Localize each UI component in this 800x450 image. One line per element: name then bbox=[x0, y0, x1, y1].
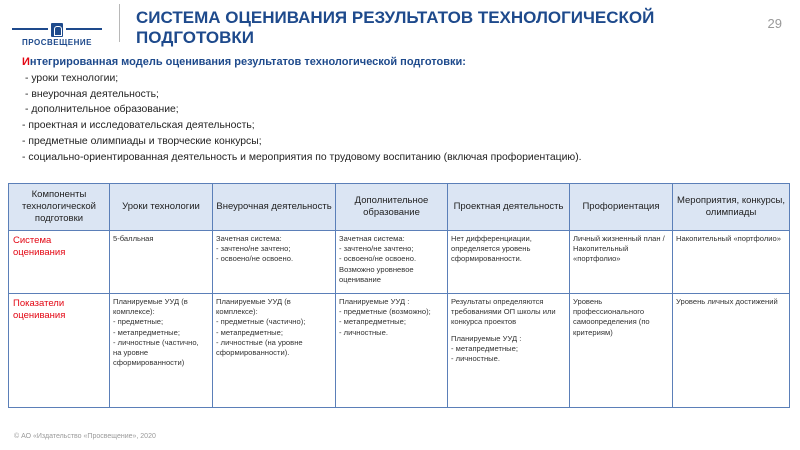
table-cell bbox=[673, 231, 790, 294]
logo-line-right bbox=[66, 28, 102, 30]
cell-line: Личный жизненный план / Накопительный «портфолио» bbox=[573, 234, 665, 264]
cell-line: Планируемые УУД (в комплексе): bbox=[216, 297, 291, 317]
cell-line: Зачетная система: bbox=[216, 234, 282, 243]
cell-line: Нет дифференциации, определяется уровень сформированности. bbox=[451, 234, 532, 264]
copyright-footer: © АО «Издательство «Просвещение», 2020 bbox=[14, 433, 156, 440]
table-header-cell: Внеурочная деятельность bbox=[213, 184, 336, 231]
cell-line: Возможно уровневое оценивание bbox=[339, 264, 414, 284]
logo-emblem bbox=[12, 23, 102, 35]
cell-line: Планируемые УУД : bbox=[451, 333, 522, 343]
row-heading: Система оценивания bbox=[9, 231, 110, 294]
intro-item: - социально-ориентированная деятельность и мероприятия по трудовому воспитанию (включая профориентацию). bbox=[22, 151, 582, 163]
page-title: СИСТЕМА ОЦЕНИВАНИЯ РЕЗУЛЬТАТОВ ТЕХНОЛОГИЧЕСКОЙ ПОДГОТОВКИ bbox=[136, 8, 655, 47]
cell-line: - зачтено/не зачтено; bbox=[339, 244, 414, 254]
intro-heading bbox=[22, 55, 782, 71]
cell-line: - предметные; bbox=[113, 317, 164, 327]
title-divider bbox=[119, 4, 120, 42]
intro-item: - предметные олимпиады и творческие конкурсы; bbox=[22, 135, 262, 147]
table-header-row bbox=[9, 184, 790, 231]
table-header-cell: Уроки технологии bbox=[110, 184, 213, 231]
cell-line: - метапредметные; bbox=[113, 327, 180, 337]
cell-line: Зачетная система: bbox=[339, 234, 405, 243]
cell-line: - зачтено/не зачтено; bbox=[216, 244, 291, 254]
table-header-cell: Дополнительное образование bbox=[336, 184, 448, 231]
cell-line: Планируемые УУД : bbox=[339, 297, 410, 306]
intro-section bbox=[22, 55, 782, 166]
publisher-logo bbox=[12, 10, 102, 50]
cell-line: 5-балльная bbox=[113, 234, 154, 243]
cell-line: Уровень личных достижений bbox=[676, 297, 778, 306]
cell-line: Результаты определяются требованиями ОП школы или конкурса проектов bbox=[451, 297, 556, 327]
table-cell bbox=[570, 294, 673, 408]
cell-line: - предметные (возможно); bbox=[339, 307, 431, 317]
cell-line: - метапредметные; bbox=[339, 317, 406, 327]
cell-line: - метапредметные; bbox=[216, 327, 283, 337]
table-cell bbox=[110, 231, 213, 294]
cell-line: - личностные (частично, на уровне сформированности) bbox=[113, 337, 199, 368]
intro-item: - дополнительное образование; bbox=[25, 104, 179, 116]
table-header-cell: Профориентация bbox=[570, 184, 673, 231]
table-cell bbox=[213, 294, 336, 408]
intro-heading-text: нтегрированная модель оценивания результатов технологической подготовки: bbox=[29, 56, 466, 68]
table-cell bbox=[448, 294, 570, 408]
cell-line: - личностные. bbox=[451, 354, 500, 364]
intro-item: - внеурочная деятельность; bbox=[25, 88, 159, 100]
cell-line: - освоено/не освоено. bbox=[216, 254, 294, 264]
table-cell bbox=[448, 231, 570, 294]
table-row bbox=[9, 231, 790, 294]
logo-text: ПРОСВЕЩЕНИЕ bbox=[22, 38, 92, 47]
table-cell bbox=[336, 294, 448, 408]
row-heading: Показатели оценивания bbox=[9, 294, 110, 408]
table-cell bbox=[110, 294, 213, 408]
logo-line-left bbox=[12, 28, 48, 30]
cell-line: - метапредметные; bbox=[451, 343, 518, 353]
table-header-cell: Мероприятия, конкурсы, олимпиады bbox=[673, 184, 790, 231]
cell-line: Накопительный «портфолио» bbox=[676, 234, 781, 243]
table-cell bbox=[570, 231, 673, 294]
cell-line: Уровень профессионального самоопределения (по критериям) bbox=[573, 297, 650, 337]
assessment-table bbox=[8, 183, 790, 408]
intro-heading-initial: И bbox=[22, 56, 30, 68]
page-number: 29 bbox=[767, 16, 782, 31]
table-cell bbox=[213, 231, 336, 294]
table-header-cell: Проектная деятельность bbox=[448, 184, 570, 231]
table-header-cell: Компоненты технологической подготовки bbox=[9, 184, 110, 231]
intro-item: - проектная и исследовательская деятельность; bbox=[22, 120, 255, 132]
intro-item: - уроки технологии; bbox=[25, 72, 119, 84]
cell-line: - освоено/не освоено. bbox=[339, 254, 417, 264]
table-cell bbox=[673, 294, 790, 408]
cell-line: Планируемые УУД (в комплексе): bbox=[113, 297, 188, 317]
cell-line: - личностные. bbox=[339, 327, 388, 337]
table-cell bbox=[336, 231, 448, 294]
table-row bbox=[9, 294, 790, 408]
intro-list bbox=[22, 71, 782, 166]
book-emblem-icon bbox=[51, 23, 63, 37]
cell-line: - предметные (частично); bbox=[216, 317, 306, 327]
cell-line: - личностные (на уровне сформированности). bbox=[216, 337, 303, 358]
